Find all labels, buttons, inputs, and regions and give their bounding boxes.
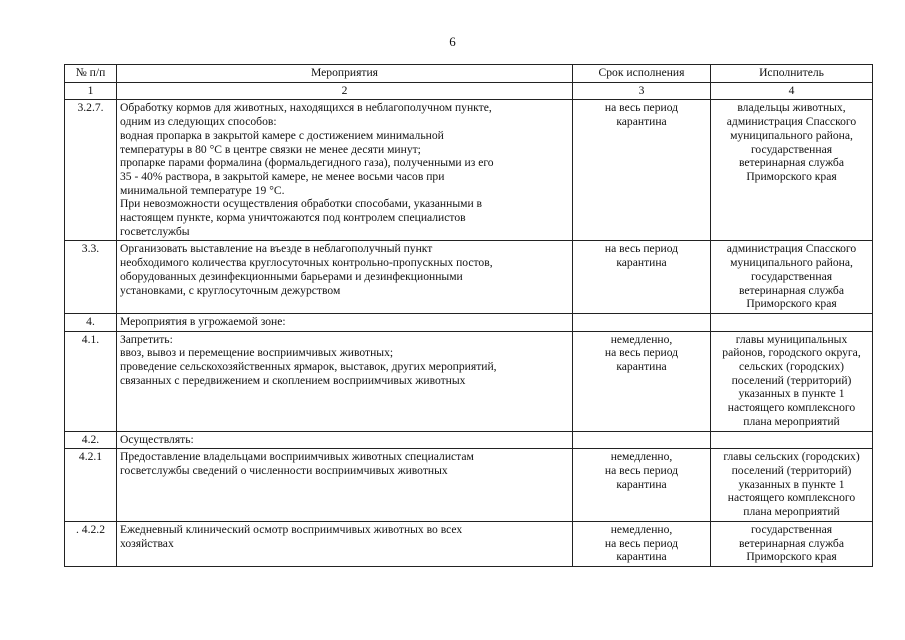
row-executor-line: указанных в пункте 1	[738, 387, 845, 401]
row-number	[65, 431, 117, 449]
row-term	[573, 431, 711, 449]
row-number-line: 3.3.	[81, 242, 100, 256]
row-activity	[117, 331, 573, 431]
row-term-line: на весь период	[604, 101, 679, 115]
header-term: Срок исполнения	[573, 65, 711, 83]
row-term-line: карантина	[616, 550, 667, 564]
row-activity-line: оборудованных дезинфекционными барьерами и дезинфекционными	[120, 269, 463, 283]
row-term-line: на весь период	[604, 463, 679, 477]
row-activity-line: связанных с передвижением и скоплением восприимчивых животных	[120, 373, 466, 387]
row-term	[573, 241, 711, 314]
header-activity: Мероприятия	[117, 65, 573, 83]
row-number	[65, 100, 117, 241]
row-executor	[711, 331, 873, 431]
column-number-row	[65, 82, 873, 100]
row-activity-line: пропарке парами формалина (формальдегидного газа), полученными из его	[120, 156, 494, 170]
row-term-line: карантина	[616, 115, 667, 129]
column-number-4: 4	[711, 82, 873, 100]
row-executor-line: Приморского края	[746, 169, 837, 183]
table-row	[65, 241, 873, 314]
row-activity-line: водная пропарка в закрытой камере с достижением минимальной	[120, 128, 444, 142]
row-activity-line: Запретить:	[120, 332, 173, 346]
row-term-line: карантина	[616, 256, 667, 270]
row-executor-line: поселений (территорий)	[731, 373, 852, 387]
row-executor-line: Приморского края	[746, 297, 837, 311]
row-executor-line: администрация Спасского	[726, 115, 857, 129]
row-number	[65, 313, 117, 331]
row-activity	[117, 431, 573, 449]
row-number-line: 4.2.1	[78, 450, 103, 464]
row-number-line: 4.1.	[81, 332, 100, 346]
row-term-line: немедленно,	[610, 450, 673, 464]
row-term-line: на весь период	[604, 536, 679, 550]
row-term	[573, 449, 711, 522]
row-activity-line: госветслужбы сведений о численности восприимчивых животных	[120, 463, 448, 477]
row-executor	[711, 521, 873, 566]
row-term-line: на весь период	[604, 346, 679, 360]
row-activity	[117, 241, 573, 314]
row-executor-line: главы муниципальных	[735, 332, 848, 346]
row-activity-line: Организовать выставление на въезде в неблагополучный пункт	[120, 242, 433, 256]
row-term	[573, 331, 711, 431]
row-activity-line: ввоз, вывоз и перемещение восприимчивых животных;	[120, 346, 394, 360]
row-executor-line: поселений (территорий)	[731, 463, 852, 477]
measures-table	[64, 64, 873, 567]
page-number: 6	[449, 34, 456, 49]
row-executor-line: государственная	[750, 522, 833, 536]
row-executor-line: Приморского края	[746, 550, 837, 564]
row-activity-line: Обработку кормов для животных, находящихся в неблагополучном пункте,	[120, 101, 492, 115]
table-row	[65, 331, 873, 431]
row-number	[65, 331, 117, 431]
row-number-line: . 4.2.2	[76, 522, 105, 536]
row-activity	[117, 449, 573, 522]
table-row	[65, 431, 873, 449]
row-number	[65, 241, 117, 314]
table-row	[65, 449, 873, 522]
header-row	[65, 65, 873, 83]
row-executor-line: настоящего комплексного	[727, 491, 856, 505]
row-activity-line: одним из следующих способов:	[120, 115, 277, 129]
row-executor	[711, 449, 873, 522]
row-activity-line: хозяйствах	[120, 536, 174, 550]
row-executor-line: ветеринарная служба	[739, 536, 844, 550]
row-number-line: 3.2.7.	[77, 101, 104, 115]
row-activity-line: проведение сельскохозяйственных ярмарок, выставок, других мероприятий,	[120, 360, 497, 374]
row-executor-line: муниципального района,	[730, 256, 853, 270]
row-executor-line: главы сельских (городских)	[723, 450, 860, 464]
row-executor-line: сельских (городских)	[738, 360, 845, 374]
row-executor	[711, 241, 873, 314]
row-activity-line: температуры в 80 °С в центре связки не менее десяти минут;	[120, 142, 421, 156]
row-executor-line: администрация Спасского	[726, 242, 857, 256]
header-executor: Исполнитель	[711, 65, 873, 83]
row-activity-line: 35 - 40% раствора, в закрытой камере, не менее восьми часов при	[120, 169, 445, 183]
table-row	[65, 313, 873, 331]
table-row	[65, 521, 873, 566]
row-activity-line: настоящем пункте, корма уничтожаются под контролем специалистов	[120, 211, 466, 225]
row-executor-line: ветеринарная служба	[739, 156, 844, 170]
table-row	[65, 100, 873, 241]
row-executor	[711, 100, 873, 241]
row-activity	[117, 521, 573, 566]
row-activity-line: необходимого количества круглосуточных контрольно-пропускных постов,	[120, 256, 493, 270]
row-number-line: 4.	[86, 314, 95, 328]
row-term-line: карантина	[616, 477, 667, 491]
row-activity-line: Ежедневный клинический осмотр восприимчивых животных во всех	[120, 522, 463, 536]
row-activity	[117, 313, 573, 331]
row-term	[573, 313, 711, 331]
row-activity-line: госветслужбы	[120, 224, 190, 238]
row-term-line: немедленно,	[610, 522, 673, 536]
row-executor-line: районов, городского округа,	[722, 346, 861, 360]
row-executor-line: государственная	[750, 142, 833, 156]
row-executor	[711, 313, 873, 331]
row-executor-line: указанных в пункте 1	[738, 477, 845, 491]
row-number	[65, 521, 117, 566]
row-term	[573, 521, 711, 566]
row-activity-line: минимальной температуре 19 °С.	[120, 183, 285, 197]
row-activity-line: При невозможности осуществления обработки способами, указанными в	[120, 197, 483, 211]
table-body	[65, 100, 873, 567]
row-number-line: 4.2.	[81, 432, 100, 446]
row-number	[65, 449, 117, 522]
row-activity	[117, 100, 573, 241]
row-executor-line: государственная	[750, 269, 833, 283]
row-executor-line: плана мероприятий	[743, 414, 840, 428]
row-activity-line: Осуществлять:	[120, 432, 194, 446]
row-executor-line: муниципального района,	[730, 128, 853, 142]
row-executor-line: настоящего комплексного	[727, 401, 856, 415]
column-number-1: 1	[65, 82, 117, 100]
column-number-2: 2	[117, 82, 573, 100]
column-number-3: 3	[573, 82, 711, 100]
row-executor-line: ветеринарная служба	[739, 283, 844, 297]
row-executor-line: плана мероприятий	[743, 505, 840, 519]
row-term-line: карантина	[616, 360, 667, 374]
row-activity-line: установками, с круглосуточным дежурством	[120, 283, 341, 297]
row-executor	[711, 431, 873, 449]
row-term-line: немедленно,	[610, 332, 673, 346]
row-term	[573, 100, 711, 241]
row-term-line: на весь период	[604, 242, 679, 256]
row-activity-line: Предоставление владельцами восприимчивых животных специалистам	[120, 450, 474, 464]
header-num: № п/п	[65, 65, 117, 83]
row-executor-line: владельцы животных,	[737, 101, 846, 115]
row-activity-line: Мероприятия в угрожаемой зоне:	[120, 314, 286, 328]
